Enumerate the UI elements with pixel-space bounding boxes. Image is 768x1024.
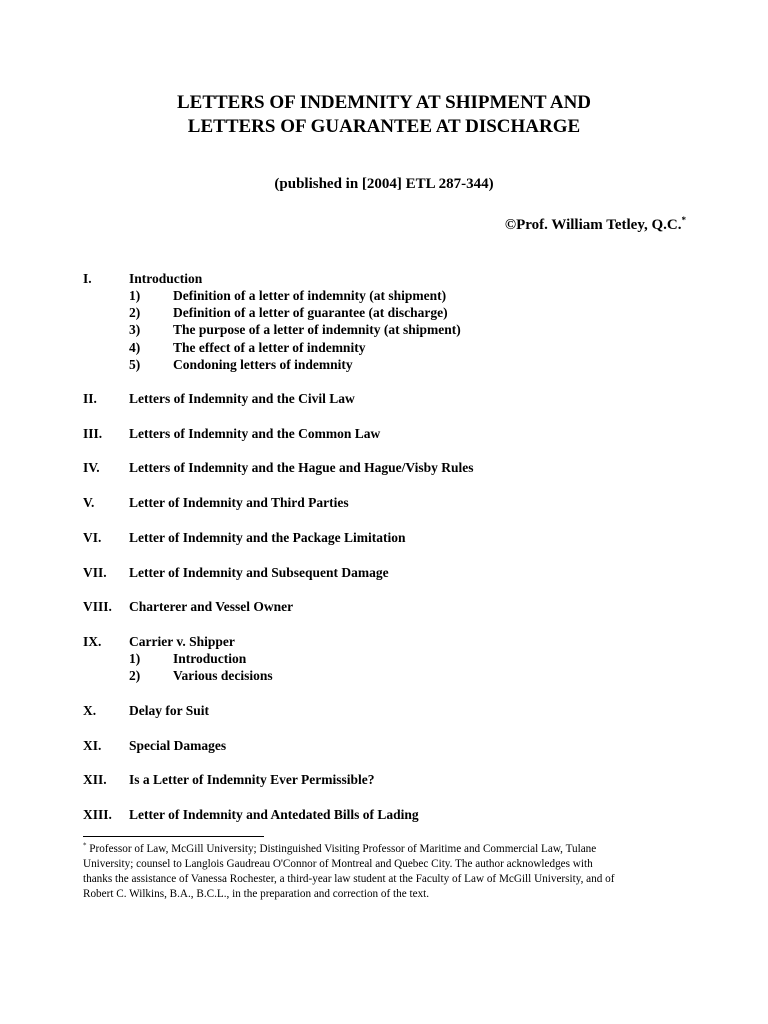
- toc-number-ii: II.: [83, 391, 97, 406]
- toc-number-xiii: XIII.: [83, 807, 112, 822]
- toc-title-iii: Letters of Indemnity and the Common Law: [129, 426, 381, 441]
- footnote-text: Professor of Law, McGill University; Distinguished Visiting Professor of Maritime and Commercial Law, Tulane: [86, 843, 597, 855]
- document-title-line-1: LETTERS OF INDEMNITY AT SHIPMENT AND: [176, 92, 592, 113]
- author-footnote-marker: *: [681, 215, 686, 225]
- toc-title-xi: Special Damages: [129, 738, 227, 753]
- footnote-marker: *: [83, 841, 87, 850]
- footnote-line: Robert C. Wilkins, B.A., B.C.L., in the preparation and correction of the text.: [83, 888, 430, 900]
- footnote-line: University; counsel to Langlois Gaudreau O'Connor of Montreal and Quebec City. The author acknowledges with: [83, 858, 593, 870]
- toc-number-xi: XI.: [83, 738, 102, 753]
- footnote: [83, 842, 687, 902]
- toc-number-i: I.: [83, 271, 92, 286]
- author-line: [505, 215, 686, 235]
- toc-sub-title: Introduction: [173, 651, 247, 666]
- toc-title-ii: Letters of Indemnity and the Civil Law: [129, 391, 355, 406]
- toc-sub-number: 3): [129, 322, 141, 337]
- toc-sub-title: The purpose of a letter of indemnity (at shipment): [173, 322, 461, 337]
- footnote-line: thanks the assistance of Vanessa Rochester, a third-year law student at the Faculty of Law of McGill University, and of: [83, 873, 615, 885]
- toc-title-i: Introduction: [129, 271, 203, 286]
- toc-number-vi: VI.: [83, 530, 102, 545]
- toc-title-xiii: Letter of Indemnity and Antedated Bills of Lading: [129, 807, 419, 822]
- toc-title-x: Delay for Suit: [129, 703, 209, 718]
- toc-number-x: X.: [83, 703, 97, 718]
- publication-note: (published in [2004] ETL 287-344): [274, 176, 494, 192]
- toc-sub-number: 5): [129, 357, 141, 372]
- toc-title-viii: Charterer and Vessel Owner: [129, 599, 294, 614]
- footnote-divider: [83, 836, 264, 837]
- toc-number-iv: IV.: [83, 460, 100, 475]
- toc-title-v: Letter of Indemnity and Third Parties: [129, 495, 349, 510]
- toc-title-ix: Carrier v. Shipper: [129, 634, 235, 649]
- toc-number-viii: VIII.: [83, 599, 112, 614]
- toc-sub-title: The effect of a letter of indemnity: [173, 340, 366, 355]
- toc-number-iii: III.: [83, 426, 103, 441]
- toc-title-vii: Letter of Indemnity and Subsequent Damage: [129, 565, 389, 580]
- toc-title-vi: Letter of Indemnity and the Package Limitation: [129, 530, 406, 545]
- toc-number-vii: VII.: [83, 565, 107, 580]
- toc-title-iv: Letters of Indemnity and the Hague and Hague/Visby Rules: [129, 460, 474, 475]
- toc-sub-number: 2): [129, 668, 141, 683]
- toc-sub-number: 1): [129, 651, 141, 666]
- document-title-line-2: LETTERS OF GUARANTEE AT DISCHARGE: [187, 116, 581, 137]
- toc-sub-number: 4): [129, 340, 141, 355]
- author-name: ©Prof. William Tetley, Q.C.: [504, 217, 682, 233]
- toc-sub-title: Various decisions: [173, 668, 273, 683]
- toc-number-ix: IX.: [83, 634, 102, 649]
- toc-number-xii: XII.: [83, 772, 107, 787]
- footnote-line: [83, 842, 687, 857]
- toc-sub-number: 2): [129, 305, 141, 320]
- toc-sub-number: 1): [129, 288, 141, 303]
- toc-title-xii: Is a Letter of Indemnity Ever Permissible?: [129, 772, 375, 787]
- toc-sub-title: Definition of a letter of indemnity (at shipment): [173, 288, 447, 303]
- toc-number-v: V.: [83, 495, 95, 510]
- toc-sub-title: Definition of a letter of guarantee (at discharge): [173, 305, 448, 320]
- toc-sub-title: Condoning letters of indemnity: [173, 357, 353, 372]
